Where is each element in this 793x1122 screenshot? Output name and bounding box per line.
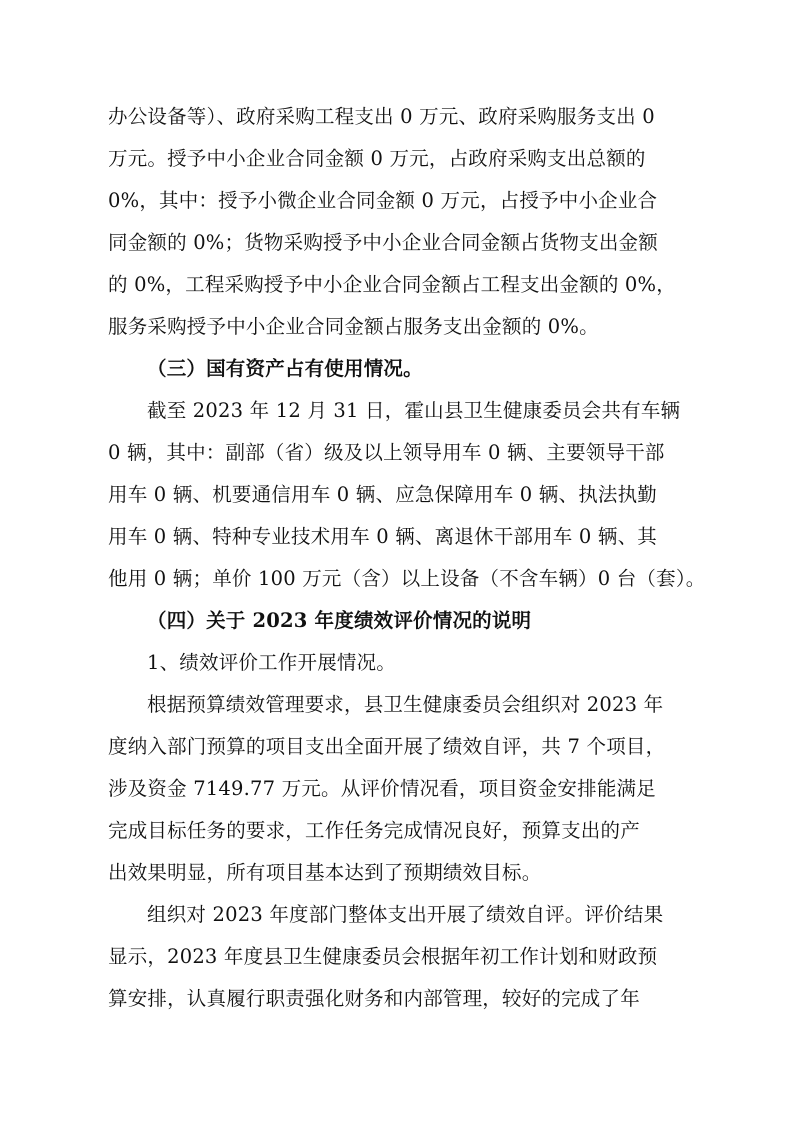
text-line: 组织对 2023 年度部门整体支出开展了绩效自评。评价结果 [147,903,664,926]
text-line: 0%，其中：授予小微企业合同金额 0 万元，占授予中小企业合 [108,189,658,212]
text-line: 用车 0 辆、特种专业技术用车 0 辆、离退休干部用车 0 辆、其 [108,525,658,548]
section-heading: （三）国有资产占有使用情况。 [147,357,423,380]
text-line: 涉及资金 7149.77 万元。从评价情况看，项目资金安排能满足 [108,777,656,800]
text-line: 出效果明显，所有项目基本达到了预期绩效目标。 [108,861,542,884]
subsection-heading: 1、绩效评价工作开展情况。 [147,651,397,674]
text-line: 同金额的 0%；货物采购授予中小企业合同金额占货物支出金额 [108,231,658,254]
text-line: 的 0%，工程采购授予中小企业合同金额占工程支出金额的 0%， [108,273,676,296]
text-line: 显示，2023 年度县卫生健康委员会根据年初工作计划和财政预 [108,945,658,968]
text-line: 他用 0 辆；单价 100 万元（含）以上设备（不含车辆）0 台（套）。 [108,567,706,590]
text-line: 完成目标任务的要求，工作任务完成情况良好，预算支出的产 [108,819,640,842]
text-line: 服务采购授予中小企业合同金额占服务支出金额的 0%。 [108,315,599,338]
text-line: 度纳入部门预算的项目支出全面开展了绩效自评，共 7 个项目， [108,735,666,758]
text-line: 根据预算绩效管理要求，县卫生健康委员会组织对 2023 年 [147,693,664,716]
text-line: 办公设备等）、政府采购工程支出 0 万元、政府采购服务支出 0 [108,105,655,128]
text-line: 截至 2023 年 12 月 31 日，霍山县卫生健康委员会共有车辆 [147,399,681,422]
text-line: 万元。授予中小企业合同金额 0 万元，占政府采购支出总额的 [108,147,646,170]
text-line: 算安排，认真履行职责强化财务和内部管理，较好的完成了年 [108,987,640,1010]
section-heading: （四）关于 2023 年度绩效评价情况的说明 [147,609,532,632]
text-line: 用车 0 辆、机要通信用车 0 辆、应急保障用车 0 辆、执法执勤 [108,483,658,506]
text-line: 0 辆，其中：副部（省）级及以上领导用车 0 辆、主要领导干部 [108,441,665,464]
